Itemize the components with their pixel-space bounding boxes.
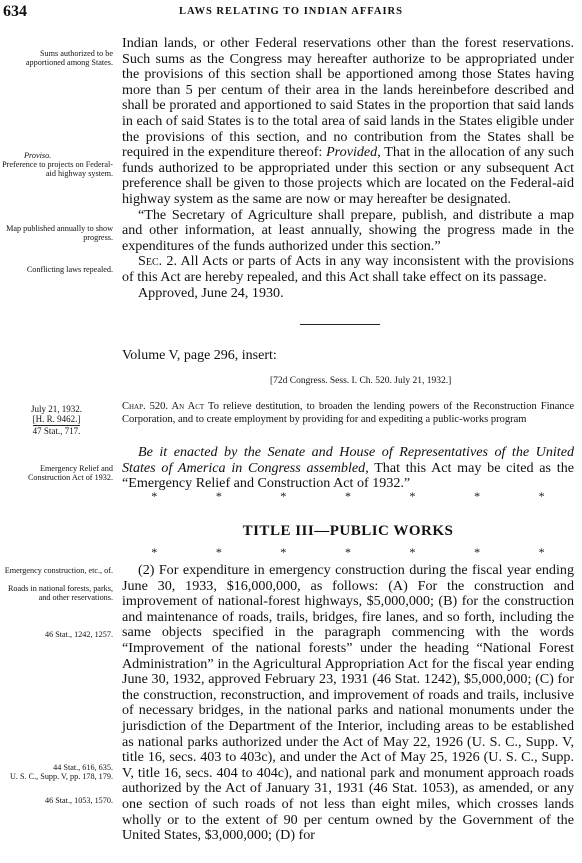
ellipsis-stars-2: * * * * * * *: [151, 545, 545, 559]
margin-note-proviso: Preference to projects on Federal-aid highway system.: [2, 160, 113, 178]
margin-note-map: Map published annually to show progress.: [6, 224, 113, 242]
session-line: [72d Congress. Sess. I. Ch. 520. July 21, 1932.]: [270, 376, 452, 386]
margin-cite-1: 46 Stat., 1242, 1257.: [44, 630, 113, 639]
margin-note-sums: Sums authorized to be apportioned among States.: [25, 49, 113, 67]
margin-cite-4: 46 Stat., 1053, 1570.: [44, 796, 113, 805]
margin-cite-3: U. S. C., Supp. V, pp. 178, 179.: [10, 772, 113, 781]
insert-line: Volume V, page 296, insert:: [122, 348, 277, 363]
paragraph-map: “The Secretary of Agriculture shall prepare, publish, and distribute a map and other information, at least annually, showing the progress made in the expenditures of the funds authorized under this section.”: [122, 206, 574, 254]
margin-cite-2: 44 Stat., 616, 635.: [53, 763, 113, 772]
paragraph-emergency-construction: (2) For expenditure in emergency construction during the fiscal year ending June 30, 1933, $16,000,000, as follows: (A) For the construction and improvement of national-forest highways, $5,000,000; (B) for the construction and maintenance of roads, trails, bridges, fire lanes, and so forth, including the same objects specified in the paragraph commencing with the words “Improvement of the national forests” under the heading “National Forest Administration” in the Agricultural Appropriation Act for the fiscal year ending June 30, 1932, approved February 23, 1931 (46 Stat. 1242), $5,000,000; (C) for the construction, reconstruction, and improvement of roads and trails, inclusive of necessary bridges, in the national parks and national monuments under the jurisdiction of the Department of the Interior, including areas to be established as national parks authorized under the Act of May 22, 1926 (U. S. C., Supp. V, title 16, secs. 403 to 403c), and under the Act of May 25, 1926 (U. S. C., Supp. V, title 16, secs. 404 to 404c), and national park and monument approach roads authorized by the Act of January 31, 1931 (46 Stat. 1053), as amended, or any one section of such roads of not less than eight miles, which crosses lands wholly or to the extent of 90 per centum owned by the Government of the United States, $3,000,000; (D) for: [122, 562, 574, 844]
section-divider: [300, 324, 380, 325]
margin-note-conflicting: Conflicting laws repealed.: [26, 265, 113, 274]
paragraph-apportionment: Indian lands, or other Federal reservations other than the forest reservations. Such sums as the Congress may hereafter authorize to be appropriated under the provisions of this section shall be apportioned among those States having more than 5 per centum of their area in the lands hereinbefore described and shall be prorated and apportioned to said States in the proportion that said lands in each of said States is to the total area of said lands in the States eligible under the provisions of this section, and no contribution from the States shall be required in the expenditure thereof: Provided, That in the allocation of any such funds authorized to be appropriated under this section or any subsequent Act preference shall be given to those projects which are located on the Federal-aid highway system as the same are now or may hereafter be designated.: [122, 35, 575, 207]
body-public-works: [122, 563, 574, 844]
running-title: LAWS RELATING TO INDIAN AFFAIRS: [179, 6, 403, 17]
enacting-clause: Be it enacted by the Senate and House of Representatives of the United States of America in Congress assembled, That this Act may be cited as the “Emergency Relief and Construction Act of 1932.”: [122, 444, 574, 492]
body-section-1: [122, 36, 574, 301]
margin-date-block: [0, 404, 113, 436]
margin-stat: 47 Stat., 717.: [32, 426, 81, 436]
page-number: 634: [3, 3, 27, 20]
margin-bill: [H. R. 9462.]: [32, 414, 81, 424]
title-iii-heading: TITLE III—PUBLIC WORKS: [242, 523, 454, 539]
margin-note-proviso-label: Proviso.: [24, 151, 52, 160]
margin-note-emergency-construction: Emergency construction, etc., of.: [4, 566, 113, 575]
ellipsis-stars-1: * * * * * * *: [151, 489, 545, 503]
paragraph-sec2: Sec. 2. All Acts or parts of Acts in any way inconsistent with the provisions of this Act are hereby repealed, and this Act shall take effect on its passage.: [122, 253, 575, 285]
chapter-heading: Chap. 520. An Act To relieve destitution, to broaden the lending powers of the Reconstruction Finance Corporation, and to create employment by providing for and expediting a public-works program: [122, 401, 574, 425]
margin-note-roads: Roads in national forests, parks, and other reservations.: [7, 584, 113, 602]
margin-note-emergency-relief: Emergency Relief and Construction Act of 1932.: [27, 464, 113, 482]
margin-date: July 21, 1932.: [30, 404, 82, 414]
approved-line: Approved, June 24, 1930.: [138, 284, 284, 301]
